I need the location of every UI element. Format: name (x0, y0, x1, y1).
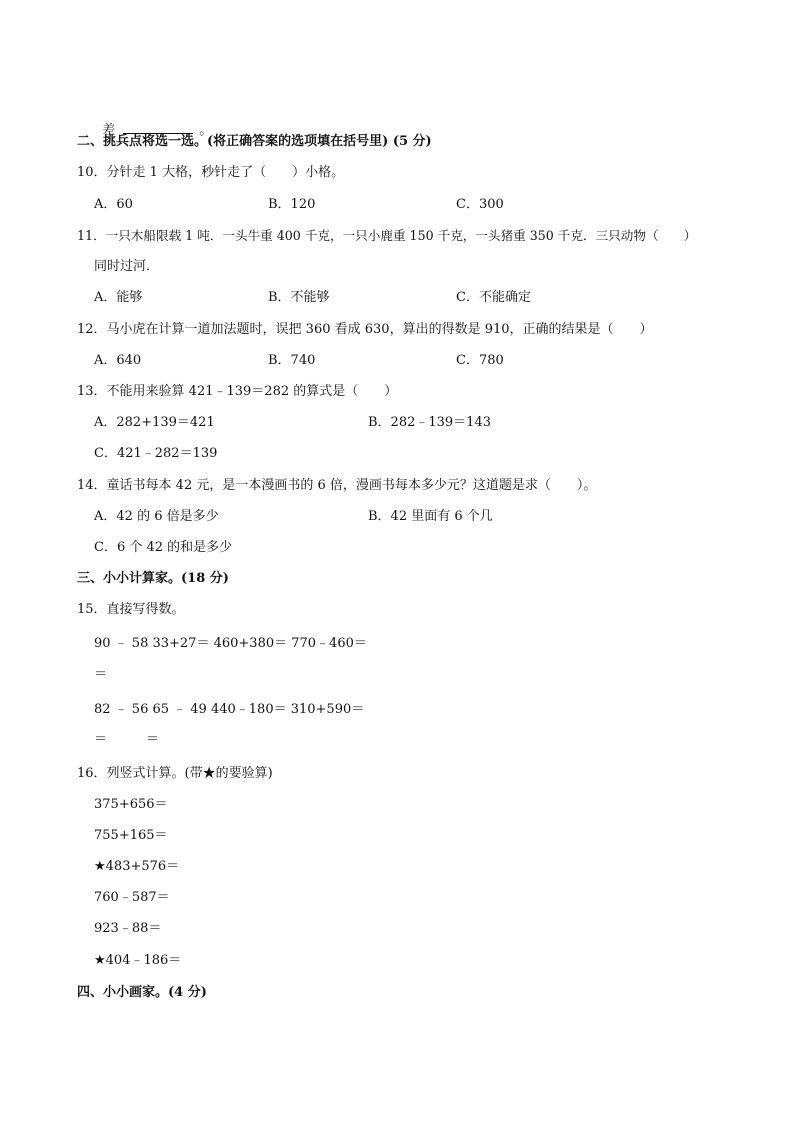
q12-option-c[interactable]: C．780 (456, 353, 504, 368)
q15-row-1-continued: ＝ (94, 667, 108, 682)
q11-option-b[interactable]: B．不能够 (268, 290, 330, 305)
q16-item: 755+165＝ (94, 828, 168, 843)
q16-item: 375+656＝ (94, 797, 168, 812)
question-11-cont: 同时过河． (94, 259, 160, 274)
q10-option-c[interactable]: C．300 (456, 197, 504, 212)
q13-option-b[interactable]: B．282﹣139＝143 (368, 415, 491, 430)
q10-option-a[interactable]: A．60 (94, 197, 133, 212)
question-15: 15．直接写得数。 (77, 602, 185, 617)
q12-option-b[interactable]: B．740 (268, 353, 316, 368)
q10-option-b[interactable]: B．120 (268, 197, 316, 212)
q11-option-c[interactable]: C．不能确定 (456, 290, 531, 305)
q16-item: ★483+576＝ (94, 859, 180, 874)
q14-option-c[interactable]: C．6 个 42 的和是多少 (94, 540, 233, 555)
section-2-heading: 二、挑兵点将选一选。(将正确答案的选项填在括号里) (5 分) (77, 134, 432, 149)
question-14: 14．童话书每本 42 元，是一本漫画书的 6 倍，漫画书每本多少元？这道题是求（ ）。 (77, 478, 597, 493)
q16-item: 923﹣88＝ (94, 921, 162, 936)
question-12: 12．马小虎在计算一道加法题时，误把 360 看成 630，算出的得数是 910，正确的结果是（ ） (77, 322, 653, 337)
q13-option-a[interactable]: A．282+139＝421 (94, 415, 215, 430)
q12-option-a[interactable]: A．640 (94, 353, 142, 368)
fill-in-prefix: 差 (102, 123, 116, 138)
q11-option-a[interactable]: A．能够 (94, 290, 143, 305)
fill-in-suffix: 。 (199, 123, 213, 138)
q13-option-c[interactable]: C．421﹣282＝139 (94, 446, 218, 461)
q15-row-2: 82 ﹣ 56 65 ﹣ 49 440﹣180＝ 310+590＝ (94, 702, 365, 717)
q15-row-2-continued: ＝ ＝ (94, 732, 160, 747)
q16-item: ★404﹣186＝ (94, 953, 182, 968)
question-10: 10．分针走 1 大格，秒针走了（ ）小格。 (77, 165, 345, 180)
q14-option-b[interactable]: B．42 里面有 6 个几 (368, 509, 493, 524)
q16-item: 760﹣587＝ (94, 890, 170, 905)
question-11: 11．一只木船限载 1 吨．一头牛重 400 千克，一只小鹿重 150 千克，一头猪重 350 千克．三只动物（ ） (77, 228, 697, 243)
section-4-heading: 四、小小画家。(4 分) (77, 985, 207, 1000)
q15-row-1: 90 ﹣ 58 33+27＝ 460+380＝ 770﹣460＝ (94, 636, 367, 651)
question-13: 13．不能用来验算 421﹣139＝282 的算式是（ ） (77, 384, 398, 399)
question-16: 16．列竖式计算。(带★的要验算) (77, 766, 273, 781)
section-3-heading: 三、小小计算家。(18 分) (77, 571, 229, 586)
q14-option-a[interactable]: A．42 的 6 倍是多少 (94, 509, 219, 524)
